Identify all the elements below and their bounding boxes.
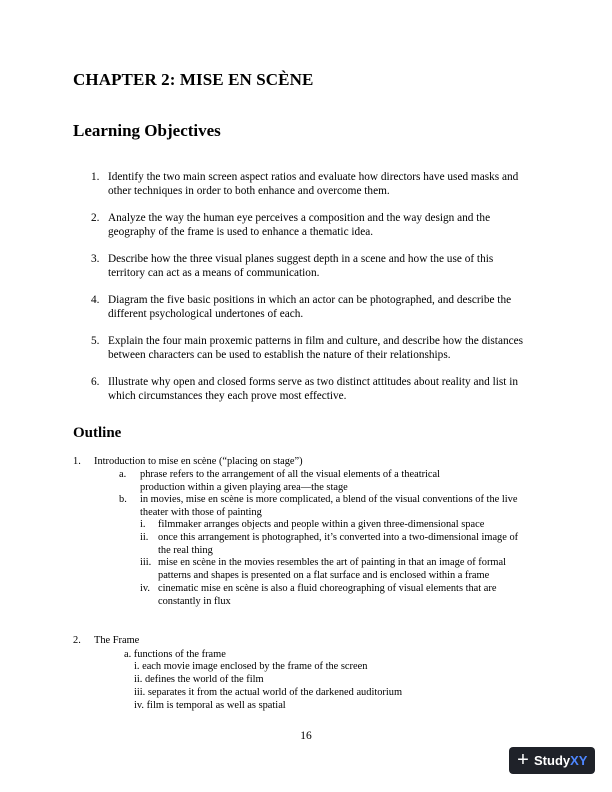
learning-objectives-heading: Learning Objectives bbox=[73, 121, 221, 140]
outline-item-b bbox=[119, 494, 539, 519]
objective-text: Identify the two main screen aspect ratios and evaluate how directors have used masks and other techniques in order to both enhance and overcome them. bbox=[108, 171, 519, 197]
outline-subitem bbox=[140, 532, 525, 557]
outline-subitem-number: ii. bbox=[140, 532, 149, 543]
objective-number: 4. bbox=[91, 294, 100, 306]
objective-number: 5. bbox=[91, 335, 100, 347]
objective-text: Analyze the way the human eye perceives a composition and the way design and the geography of the frame is used to enhance a thematic idea. bbox=[108, 212, 491, 238]
outline-item-a bbox=[119, 469, 449, 494]
outline-section-number: 2. bbox=[73, 635, 81, 646]
outline-subitem bbox=[140, 583, 525, 608]
outline-item-number: a. bbox=[119, 469, 127, 480]
outline-subitem-text: once this arrangement is photographed, it’s converted into a two-dimensional image of the real thing bbox=[158, 532, 519, 556]
page-number: 16 bbox=[300, 730, 312, 742]
outline-subitem-text: mise en scène in the movies resembles the art of painting in that an image of formal patterns and shapes is presented on a flat surface and is enclosed within a frame bbox=[158, 557, 506, 581]
outline-heading: Outline bbox=[73, 425, 122, 441]
objective-number: 1. bbox=[91, 171, 100, 183]
objective-number: 3. bbox=[91, 253, 100, 265]
objective-item bbox=[91, 170, 531, 198]
outline-section-number: 1. bbox=[73, 456, 81, 467]
outline-item-text: phrase refers to the arrangement of all the visual elements of a theatrical production within a given playing area—the stage bbox=[140, 469, 441, 493]
outline-item-a: a. functions of the frame bbox=[124, 649, 226, 660]
objective-text: Describe how the three visual planes suggest depth in a scene and how the use of this territory can act as a means of communication. bbox=[108, 253, 494, 279]
objective-item bbox=[91, 293, 531, 321]
outline-subitem bbox=[140, 557, 525, 582]
outline-subitem-number: iii. bbox=[140, 557, 152, 568]
brand-main: Study bbox=[534, 753, 571, 768]
outline-section-1 bbox=[73, 456, 473, 469]
objective-text: Diagram the five basic positions in which an actor can be photographed, and describe the different psychological undertones of each. bbox=[108, 294, 512, 320]
outline-subitem-number: i. bbox=[140, 519, 146, 530]
objective-item bbox=[91, 211, 531, 239]
outline-subitem: iii. separates it from the actual world of the darkened auditorium bbox=[134, 687, 403, 698]
outline-subitem: i. each movie image enclosed by the frame of the screen bbox=[134, 661, 368, 672]
outline-item-number: b. bbox=[119, 494, 127, 505]
chapter-title: CHAPTER 2: MISE EN SCÈNE bbox=[73, 70, 314, 89]
objective-number: 6. bbox=[91, 376, 100, 388]
outline-subitem-text: cinematic mise en scène is also a fluid choreographing of visual elements that are constantly in flux bbox=[158, 583, 497, 607]
outline-subitem-text: filmmaker arranges objects and people within a given three-dimensional space bbox=[158, 519, 485, 530]
studyxy-badge[interactable] bbox=[509, 747, 595, 774]
outline-section-2 bbox=[73, 635, 273, 648]
objective-item bbox=[91, 375, 531, 403]
brand-logo bbox=[534, 753, 587, 768]
objective-number: 2. bbox=[91, 212, 100, 224]
brand-accent: XY bbox=[570, 753, 588, 768]
plus-icon: + bbox=[517, 749, 529, 771]
outline-item-text: in movies, mise en scène is more complicated, a blend of the visual conventions of the live theater with those of painting bbox=[140, 494, 518, 518]
objective-item bbox=[91, 252, 531, 280]
outline-subitem-number: iv. bbox=[140, 583, 151, 594]
objective-text: Illustrate why open and closed forms serve as two distinct attitudes about reality and list in which circumstances they each prove most effective. bbox=[108, 376, 519, 402]
objective-text: Explain the four main proxemic patterns in film and culture, and describe how the distances between characters can be used to establish the nature of their relationships. bbox=[108, 335, 524, 361]
outline-subitem: ii. defines the world of the film bbox=[134, 674, 264, 685]
outline-subitem bbox=[140, 519, 525, 532]
outline-subitem: iv. film is temporal as well as spatial bbox=[134, 700, 286, 711]
outline-section-title: The Frame bbox=[94, 635, 140, 646]
outline-section-title: Introduction to mise en scène (“placing on stage”) bbox=[94, 456, 303, 467]
objective-item bbox=[91, 334, 531, 362]
